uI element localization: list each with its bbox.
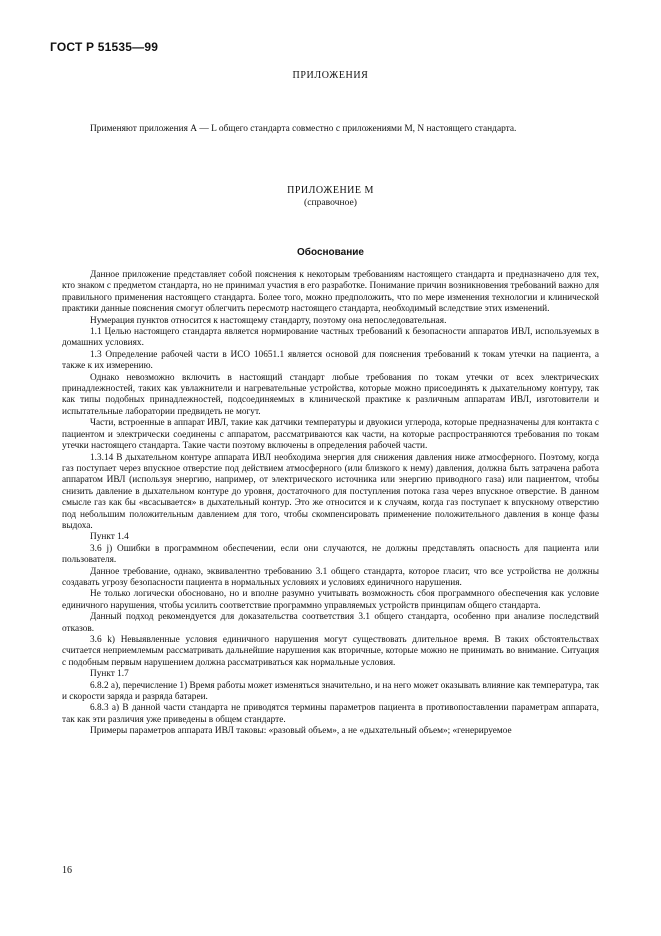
- paragraph: 1.1 Целью настоящего стандарта является нормирование частных требований к безопасности аппаратов ИВЛ, используемых в домашних условиях.: [62, 327, 599, 349]
- paragraph: Не только логически обосновано, но и вполне разумно учитывать возможность сбоя программного обеспечения как условие единичного нарушения, чтобы усилить соответствие программно управляемых устройств принципам общего стандарта.: [62, 589, 599, 611]
- paragraph: Части, встроенные в аппарат ИВЛ, такие как датчики температуры и двуокиси углерода, которые предназначены для контакта с пациентом и электрически соединены с аппаратом, рассматриваются как части, на которые распространяются требования по токам утечки настоящего стандарта. Такие части поэтому включены в определения рабочей части.: [62, 418, 599, 452]
- paragraph: 6.8.2 a), перечисление 1) Время работы может изменяться значительно, и на него может оказывать влияние как температура, так и скорости заряда и разряда батареи.: [62, 680, 599, 703]
- paragraph: Нумерация пунктов относится к настоящему стандарту, поэтому она непоследовательная.: [90, 315, 447, 326]
- paragraph: 3.6 k) Невыявленные условия единичного нарушения могут существовать длительное время. В таких обстоятельствах считается неприемлемым рассматривать дальнейшие нарушения как вторичные, которые можно не принимать во внимание. Ситуация с подобным первым нарушением должна рассматриваться как нормальные условия.: [62, 635, 599, 668]
- standard-designation: ГОСТ Р 51535—99: [50, 40, 159, 54]
- paragraph: Данное требование, однако, эквивалентно требованию 3.1 общего стандарта, которое гласит, что все устройства не должны создавать угрозу безопасности пациента в нормальных условиях и условиях единичного нарушения.: [62, 566, 599, 588]
- body-text: [62, 270, 599, 738]
- paragraph: Данный подход рекомендуется для доказательства соответствия 3.1 общего стандарта, особенно при анализе последствий отказов.: [62, 612, 599, 634]
- paragraph: 1.3 Определение рабочей части в ИСО 10651.1 является основой для пояснения требований к токам утечки на пациента, а также к их измерению.: [62, 349, 599, 372]
- section-heading: Обоснование: [297, 247, 364, 258]
- appendix-m-title: ПРИЛОЖЕНИЕ М: [287, 185, 374, 196]
- appendix-m-subtitle: (справочное): [304, 197, 357, 208]
- paragraph: Пункт 1.7: [90, 669, 129, 680]
- paragraph: 3.6 j) Ошибки в программном обеспечении, если они случаются, не должны представлять опасность для пациента или пользователя.: [62, 543, 599, 566]
- page-number: 16: [62, 865, 72, 876]
- paragraph: Данное приложение представляет собой пояснения к некоторым требованиям настоящего стандарта и предназначено для тех, кто знаком с предметом стандарта, но не принимал участия в его разработке. Понимание причин возникновения требований важно для правильного применения настоящего стандарта. Более того, можно предположить, что по мере изменения технологии и клинической практики данные пояснения смогут облегчить пересмотр настоящего стандарта, необходимый вследствие этих изменений.: [62, 270, 599, 315]
- paragraph: 6.8.3 a) В данной части стандарта не приводятся термины параметров пациента в противопоставлении параметрам аппарата, так как эти различия уже приведены в общем стандарте.: [62, 703, 599, 725]
- paragraph: Примеры параметров аппарата ИВЛ таковы: «разовый объем», а не «дыхательный объем»; «генерируемое: [90, 726, 512, 737]
- appendices-title: ПРИЛОЖЕНИЯ: [292, 70, 369, 81]
- paragraph: Пункт 1.4: [90, 532, 129, 543]
- paragraph: Однако невозможно включить в настоящий стандарт любые требования по токам утечки от всех электрических принадлежностей, таких как увлажнители и нагревательные устройства, которые можно присоединять к дыхательному контуру, так как типы подобных принадлежностей, подсоединяемых в клинической практике к различным аппаратам ИВЛ, изготовители и испытательные лаборатории предвидеть не могут.: [62, 372, 599, 417]
- appendices-note: Применяют приложения А — L общего стандарта совместно с приложениями М, N настоящего стандарта.: [90, 124, 517, 134]
- paragraph: 1.3.14 В дыхательном контуре аппарата ИВЛ необходима энергия для снижения давления ниже атмосферного. Поэтому, когда газ поступает через впускное отверстие под действием атмосферного (или близкого к нему) давления, должна быть затрачена работа аппаратом ИВЛ (используя энергию, например, от электрического источника или энергию приводного газа) или пациентом, чтобы снизить давление в дыхательном контуре до уровня, достаточного для поступления потока газа через впускное отверстие. В данном смысле газ как бы «всасывается» в дыхательный контур. Это же относится и к случаям, когда газ поступает к впускному отверстию под небольшим положительным давлением для того, чтобы скомпенсировать применение положительного давления в конце фазы выдоха.: [62, 452, 599, 531]
